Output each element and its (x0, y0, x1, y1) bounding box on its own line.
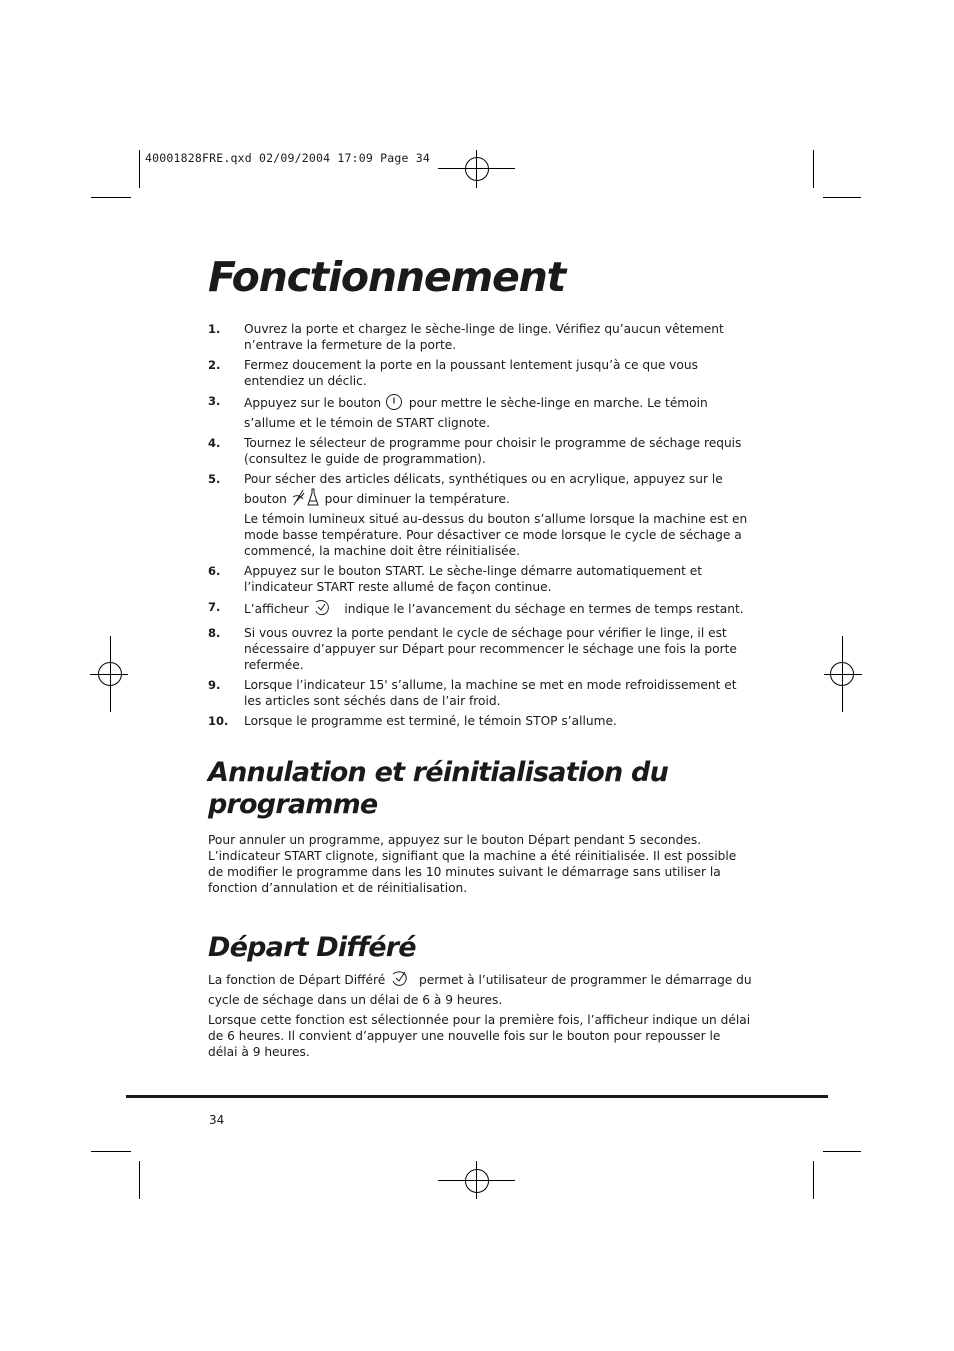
step-text: Tournez le sélecteur de programme pour choisir le programme de séchage requis (consultez le guide de programmation). (244, 436, 742, 466)
page-title: Fonctionnement (208, 253, 566, 301)
step-text: pour mettre le sèche-linge en marche. Le témoin s’allume et le témoin de START clignote. (244, 396, 708, 430)
instruction-steps (208, 321, 753, 733)
step-text: Appuyez sur le bouton START. Le sèche-linge démarre automatiquement et l’indicateur START reste allumé de façon continue. (244, 564, 703, 594)
step-text: pour diminuer la température. (324, 492, 510, 506)
step-number: 3. (208, 394, 221, 408)
cancel-heading-line2: programme (208, 789, 378, 820)
power-icon (385, 393, 405, 415)
cancel-paragraph: Pour annuler un programme, appuyez sur le bouton Départ pendant 5 secondes. L’indicateur START clignote, signifiant que la machine a été réinitialisée. Il est possible de modifier le programme dans les 10 minutes suivant le démarrage sans utiliser la fonction d’annulation et de réinitialisation. (208, 833, 737, 895)
step-7 (208, 599, 753, 621)
footer-rule (126, 1095, 828, 1098)
step-text: Fermez doucement la porte en la poussant lentement jusqu’à ce que vous entendiez un déclic. (244, 358, 698, 388)
step-text: Pour sécher des articles délicats, synthétiques ou en acrylique, appuyez sur le (244, 472, 723, 486)
step-text: bouton (244, 492, 287, 506)
print-slug: 40001828FRE.qxd 02/09/2004 17:09 Page 34 (145, 151, 430, 165)
step-number: 5. (208, 472, 221, 486)
step-4 (208, 435, 753, 467)
step-text: Si vous ouvrez la porte pendant le cycle de séchage pour vérifier le linge, il est nécessaire d’appuyer sur Départ pour recommencer le séchage une fois la porte refermée. (244, 626, 737, 672)
timer-icon (312, 599, 340, 621)
step-text: Ouvrez la porte et chargez le sèche-linge de linge. Vérifiez qu’aucun vêtement n’entrave la fermeture de la porte. (244, 322, 724, 352)
step-text: Lorsque le programme est terminé, le témoin STOP s’allume. (244, 714, 617, 728)
step-number: 9. (208, 678, 221, 692)
step-text: Lorsque l’indicateur 15' s’allume, la machine se met en mode refroidissement et les articles sont séchés dans de l’air froid. (244, 678, 737, 708)
step-number: 6. (208, 564, 221, 578)
step-text: indique le l’avancement du séchage en termes de temps restant. (344, 602, 744, 616)
step-number: 10. (208, 714, 229, 728)
delay-text: permet à l’utilisateur de programmer le démarrage du cycle de séchage dans un délai de 6 à 9 heures. (208, 973, 752, 1007)
step-number: 2. (208, 358, 221, 372)
delay-text: La fonction de Départ Différé (208, 973, 386, 987)
step-text: Le témoin lumineux situé au-dessus du bouton s’allume lorsque la machine est en mode basse température. Pour désactiver ce mode lorsque le cycle de séchage a commencé, la machine doit être réinitialisée. (244, 512, 748, 558)
step-number: 1. (208, 322, 221, 336)
step-6 (208, 563, 753, 595)
delay-heading: Départ Différé (208, 932, 416, 963)
step-text: L’afficheur (244, 602, 309, 616)
step-10 (208, 713, 753, 729)
step-5 (208, 471, 753, 559)
step-2 (208, 357, 753, 389)
step-number: 7. (208, 600, 221, 614)
cancel-section (208, 832, 753, 900)
step-3 (208, 393, 753, 431)
delay-paragraph-1 (208, 970, 753, 1008)
cancel-heading-line1: Annulation et réinitialisation du (208, 757, 669, 788)
delay-paragraph-2: Lorsque cette fonction est sélectionnée pour la première fois, l’afficheur indique un délai de 6 heures. Il convient d’appuyer une nouvelle fois sur le bouton pour repousser le délai à 9 heures. (208, 1013, 751, 1059)
cancel-heading (208, 757, 668, 821)
step-number: 4. (208, 436, 221, 450)
delay-start-icon (389, 970, 415, 992)
step-8 (208, 625, 753, 673)
step-1 (208, 321, 753, 353)
delay-section (208, 970, 753, 1064)
step-9 (208, 677, 753, 709)
step-text: Appuyez sur le bouton (244, 396, 382, 410)
step-number: 8. (208, 626, 221, 640)
low-heat-icon (291, 487, 321, 511)
page-number: 34 (209, 1113, 225, 1127)
